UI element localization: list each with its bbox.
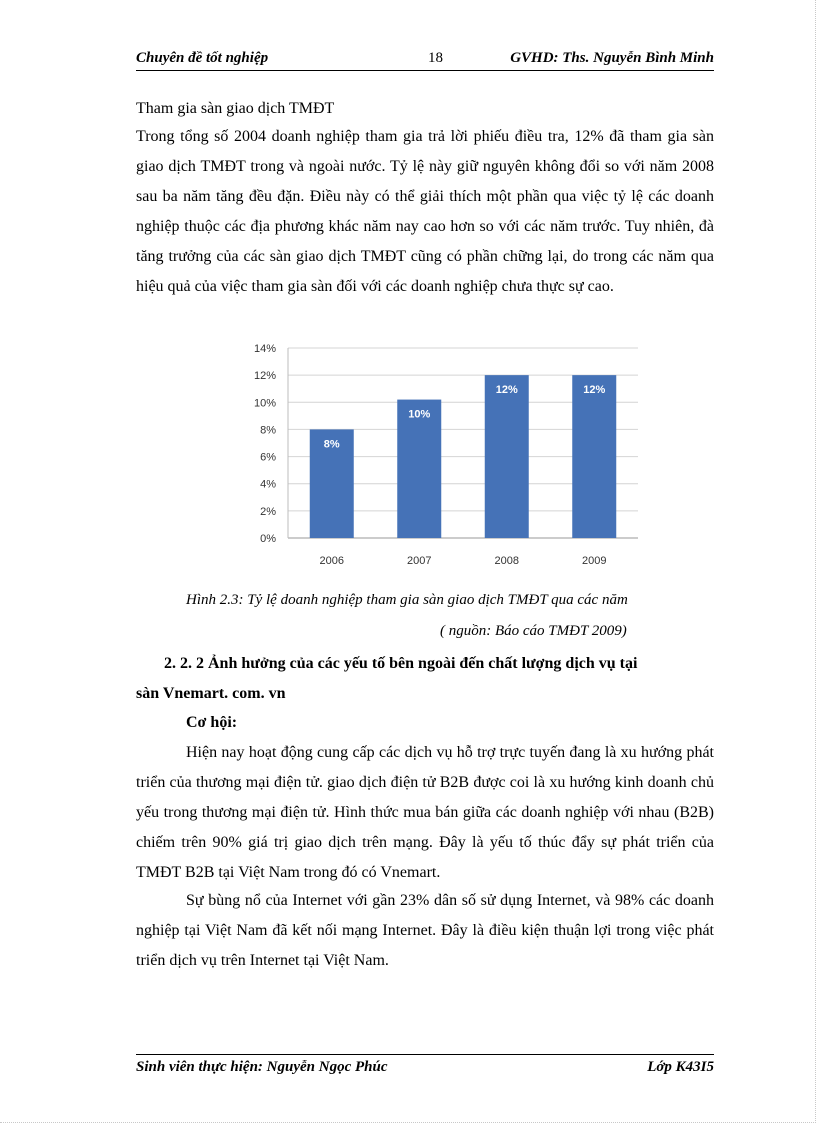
opportunity-paragraph-1: Hiện nay hoạt động cung cấp các dịch vụ hỗ trợ trực tuyến đang là xu hướng phát triển của thương mại điện tử. giao dịch điện tử B2B được coi là xu hướng kinh doanh chủ yếu trong thương mại điện tử. Hình thức mua bán giữa các doanh nghiệp với nhau (B2B) chiếm trên 90% giá trị giao dịch trên mạng. Đây là yếu tố thúc đẩy sự phát triển của TMĐT B2B tại Việt Nam trong đó có Vnemart. — [136, 744, 714, 881]
footer-class: Lớp K43I5 — [647, 1059, 714, 1075]
bar-2009 — [572, 375, 616, 538]
y-tick-label: 8% — [260, 424, 276, 437]
section-heading-line1: 2. 2. 2 Ảnh hưởng của các yếu tố bên ngoài đến chất lượng dịch vụ tại — [164, 655, 638, 672]
x-tick-label-2006: 2006 — [319, 555, 344, 567]
y-tick-label: 10% — [253, 397, 276, 410]
x-tick-label-2009: 2009 — [582, 555, 607, 567]
figure-caption: Hình 2.3: Tỷ lệ doanh nghiệp tham gia sàn giao dịch TMĐT qua các năm — [186, 592, 628, 608]
y-tick-label: 2% — [260, 505, 276, 518]
section-heading-line2: sàn Vnemart. com. vn — [136, 685, 286, 702]
intro-paragraph: Trong tổng số 2004 doanh nghiệp tham gia trả lời phiếu điều tra, 12% đã tham gia sàn giao dịch TMĐT trong và ngoài nước. Tỷ lệ này giữ nguyên không đổi so với năm 2008 sau ba năm tăng đều đặn. Điều này có thể giải thích một phần qua việc tỷ lệ các doanh nghiệp thuộc các địa phương khác năm nay cao hơn so với các năm trước. Tuy nhiên, đà tăng trưởng của các sàn giao dịch TMĐT cũng có phần chững lại, do trong các năm qua hiệu quả của việc tham gia sàn đối với các doanh nghiệp chưa thực sự cao. — [136, 128, 714, 295]
bar-2008 — [485, 375, 529, 538]
y-tick-label: 4% — [260, 478, 276, 491]
page-footer — [136, 1054, 714, 1077]
x-tick-label-2008: 2008 — [494, 555, 519, 567]
subheading-opportunities: Cơ hội: — [186, 714, 238, 731]
header-page-number: 18 — [428, 50, 443, 66]
y-tick-label: 14% — [253, 343, 276, 355]
header-advisor: GVHD: Ths. Nguyễn Bình Minh — [510, 50, 714, 66]
footer-student: Sinh viên thực hiện: Nguyễn Ngọc Phúc — [136, 1059, 388, 1075]
x-tick-label-2007: 2007 — [407, 555, 432, 567]
y-tick-label: 12% — [253, 370, 276, 383]
section-title: Tham gia sàn giao dịch TMĐT — [136, 100, 335, 117]
page-header — [136, 48, 714, 71]
bar-chart — [238, 338, 648, 570]
y-tick-label: 0% — [260, 533, 276, 545]
figure-source: ( nguồn: Báo cáo TMĐT 2009) — [440, 623, 627, 639]
bar-data-label-2009: 12% — [583, 384, 606, 397]
y-axis-labels — [254, 343, 276, 545]
bar-data-label-2007: 10% — [408, 408, 431, 421]
bar-data-labels — [324, 384, 606, 450]
y-tick-label: 6% — [260, 451, 276, 464]
bar-data-label-2006: 8% — [323, 438, 340, 451]
header-thesis-title: Chuyên đề tốt nghiệp — [136, 50, 269, 66]
bar-data-label-2008: 12% — [495, 384, 518, 397]
x-axis-labels — [320, 555, 607, 567]
opportunity-paragraph-2: Sự bùng nổ của Internet với gần 23% dân số sử dụng Internet, và 98% các doanh nghiệp tại Việt Nam đã kết nối mạng Internet. Đây là điều kiện thuận lợi trong việc phát triển dịch vụ trên Internet tại Việt Nam. — [136, 892, 714, 969]
